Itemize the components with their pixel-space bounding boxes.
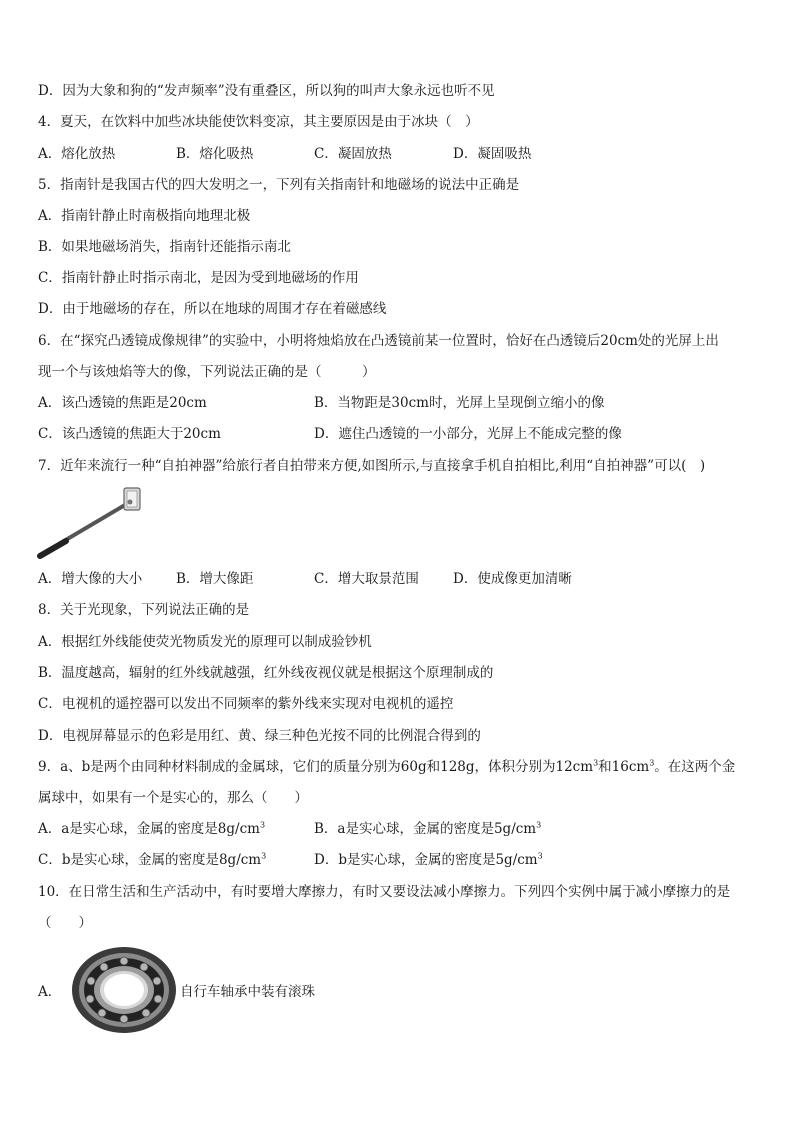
q9-stem-line1 [38,758,735,776]
q7-option-a: A．增大像的大小 [38,571,143,587]
q6-stem-line1: 6．在“探究凸透镜成像规律”的实验中，小明将烛焰放在凸透镜前某一位置时，恰好在凸透镜后20cm处的光屏上出 [38,333,719,349]
q5-option-d: D．由于地磁场的存在，所以在地球的周围才存在着磁感线 [38,301,387,317]
ball-bearing-image [70,945,178,1035]
q9-stem-part1: 9．a、b是两个由同种材料制成的金属球，它们的质量分别为60g和128g，体积分别为12cm [38,759,594,775]
q6-option-d: D．遮住凸透镜的一小部分，光屏上不能成完整的像 [314,426,622,442]
q7-stem: 7．近年来流行一种“自拍神器”给旅行者自拍带来方便,如图所示,与直接拿手机自拍相比,利用“自拍神器”可以( ) [38,458,706,474]
q9-option-b-text: B．a是实心球，金属的密度是5g/cm [314,821,537,837]
q8-option-b: B．温度越高，辐射的红外线就越强，红外线夜视仪就是根据这个原理制成的 [38,665,494,681]
q9-option-a-text: A．a是实心球，金属的密度是8g/cm [38,821,260,837]
q8-stem: 8．关于光现象，下列说法正确的是 [38,602,250,618]
q9-option-d-text: D．b是实心球，金属的密度是5g/cm [314,852,538,868]
q10-option-a-label: A． [38,984,62,1000]
q10-stem-line2: （ ） [38,915,92,931]
q5-stem: 5．指南针是我国古代的四大发明之一，下列有关指南针和地磁场的说法中正确是 [38,177,520,193]
q6-stem-line2: 现一个与该烛焰等大的像，下列说法正确的是（ ） [38,364,376,380]
q9-sup: 3 [261,851,267,861]
q8-option-d: D．电视屏幕显示的色彩是用红、黄、绿三种色光按不同的比例混合得到的 [38,728,481,744]
q9-sup: 3 [259,820,266,830]
q5-option-a: A．指南针静止时南极指向地理北极 [38,208,251,224]
q5-option-b: B．如果地磁场消失，指南针还能指示南北 [38,239,291,255]
q4-option-d: D．凝固吸热 [453,146,532,162]
q9-option-b [314,820,541,838]
q4-stem: 4．夏天，在饮料中加些冰块能使饮料变凉，其主要原因是由于冰块（ ） [38,114,479,130]
q9-stem-line2: 属球中，如果有一个是实心的，那么（ ） [38,790,308,806]
selfie-stick-image [36,486,146,560]
q10-option-a-text: 自行车轴承中装有滚珠 [180,984,315,1000]
q5-option-c: C．指南针静止时指示南北，是因为受到地磁场的作用 [38,270,359,286]
q8-option-a: A．根据红外线能使荧光物质发光的原理可以制成验钞机 [38,634,372,650]
q9-stem-part3: 。在这两个金 [654,759,736,775]
q9-sup: 3 [593,758,599,768]
q8-option-c: C．电视机的遥控器可以发出不同频率的紫外线来实现对电视机的遥控 [38,696,454,712]
q9-stem-part2: 和16cm [598,759,650,775]
q9-sup: 3 [649,758,655,768]
q7-option-d: D．使成像更加清晰 [453,571,572,587]
q9-option-d [314,851,543,869]
q6-option-b: B．当物距是30cm时，光屏上呈现倒立缩小的像 [314,395,605,411]
q9-option-c-text: C．b是实心球，金属的密度是8g/cm [38,852,262,868]
q9-option-a [38,820,265,838]
q9-sup: 3 [536,820,542,830]
q9-sup: 3 [537,851,543,861]
q3-option-d: D．因为大象和狗的“发声频率”没有重叠区，所以狗的叫声大象永远也听不见 [38,83,495,99]
q7-option-b: B．增大像距 [176,571,254,587]
q4-option-a: A．熔化放热 [38,146,116,162]
q4-option-c: C．凝固放热 [314,146,392,162]
q9-option-c [38,851,266,869]
q4-option-b: B．熔化吸热 [176,146,254,162]
q10-stem-line1: 10．在日常生活和生产活动中，有时要增大摩擦力，有时又要设法减小摩擦力。下列四个实例中属于减小摩擦力的是 [38,884,731,900]
q6-option-a: A．该凸透镜的焦距是20cm [38,395,207,411]
q7-option-c: C．增大取景范围 [314,571,419,587]
q6-option-c: C．该凸透镜的焦距大于20cm [38,426,221,442]
